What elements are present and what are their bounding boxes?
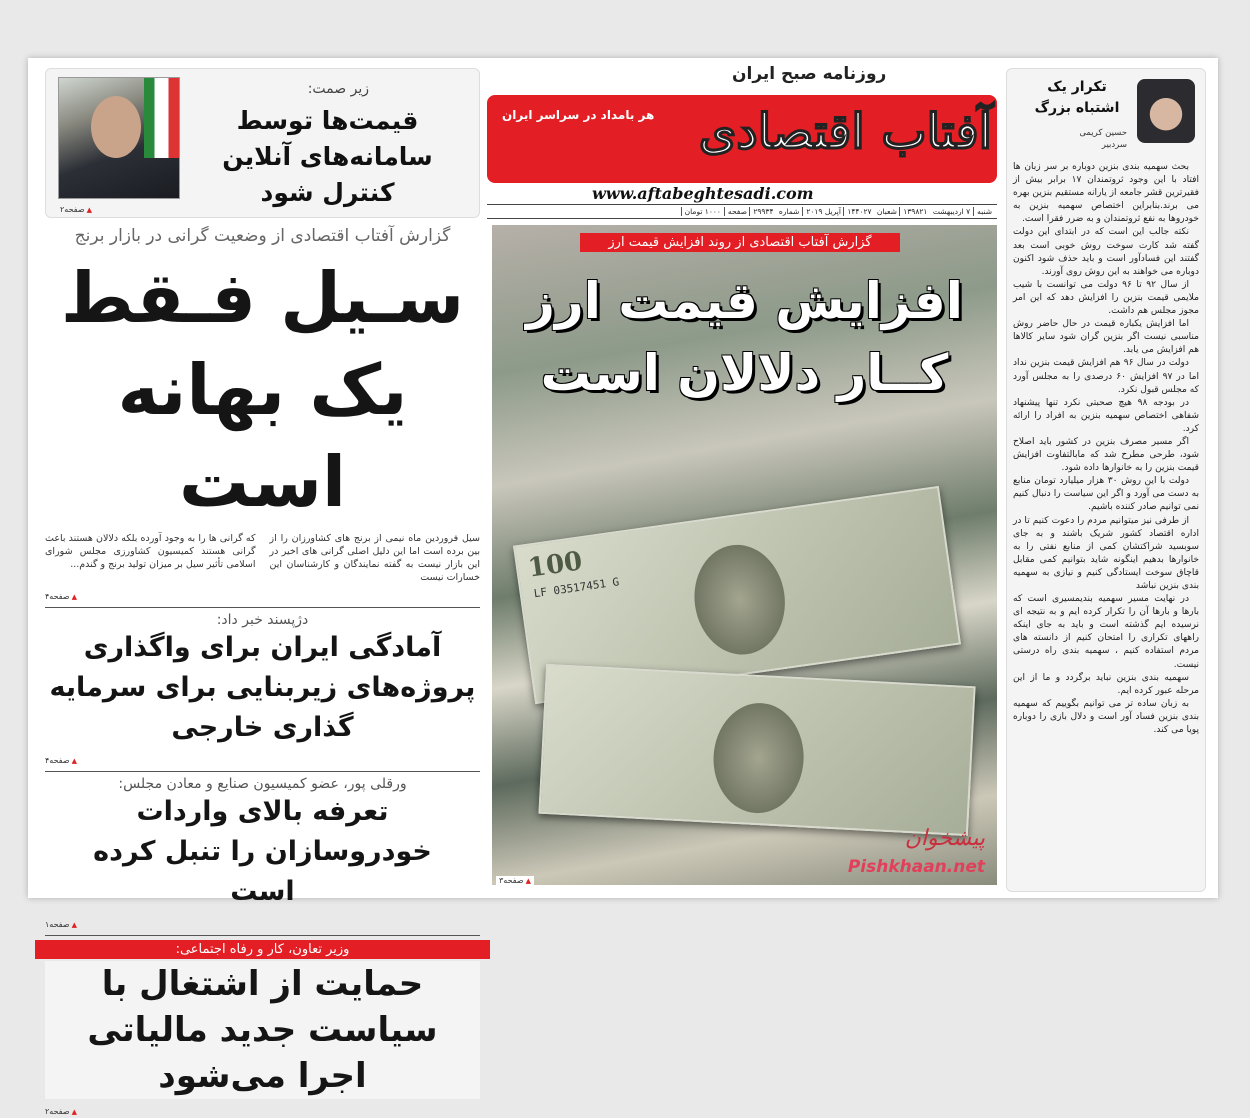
page-ref: ▲ صفحه۲: [45, 1107, 77, 1116]
dateline-pages: ۴ صفحه: [724, 207, 777, 216]
bill-denomination: 100: [526, 546, 585, 584]
author-avatar: [1137, 79, 1195, 143]
hero-headline[interactable]: [512, 265, 977, 409]
divider: [45, 607, 480, 608]
dateline-hijri-date: ۲۱ شعبان ۱۴۴۰: [843, 207, 930, 216]
dateline-day: شنبه: [973, 207, 995, 216]
paragraph: از سال ۹۲ تا ۹۶ دولت می توانست با شیب ملایمی قیمت بنزین را افزایش دهد که این امر مجوز مجلس هم داشت.: [1013, 279, 1199, 317]
hero-story-image: [492, 225, 997, 885]
paragraph: اما افزایش یکباره قیمت در حال حاضر روش مناسبی نیست اگر بنزین گران شود سایر کالاها هم افزایش می یابد.: [1013, 319, 1199, 356]
opinion-column: [1006, 68, 1206, 892]
newspaper-logo: آفتاب اقتصادی: [698, 104, 992, 160]
story4-title[interactable]: حمایت از اشتغال با سیاست جدید مالیاتی اجرا می‌شود: [45, 961, 480, 1099]
main-story-title-line1[interactable]: سـیل فـقط: [60, 257, 465, 339]
divider: [45, 771, 480, 772]
opinion-title[interactable]: تکرار یک اشتباه بزرگ: [1034, 79, 1120, 116]
paragraph: دولت در سال ۹۶ هم افزایش قیمت بنزین نداد اما در ۹۷ افزایش ۶۰ درصدی را به مجلس آورد که مجلس قبول نکرد.: [1013, 358, 1199, 395]
paragraph: از طرفی نیز میتوانیم مردم را دعوت کنیم تا در اداره اقتصاد کشور شریک باشند و به جای سوبسید شراکتشان کمی از منابع نفتی را به خانوارها بدهیم اینگونه شاید بتوانیم کمی مقابل قاچاق سوخت ایستادگی کنیم و نیازی به سهمیه بندی بنزین نباشد: [1013, 515, 1199, 591]
website-link[interactable]: www.aftabeghtesadi.com: [592, 184, 814, 203]
page-ref: ▲ صفحه۱: [45, 920, 77, 929]
main-story-col1: سیل فروردین ماه نیمی از برنج های کشاورزان را از بین برده است اما این دلیل اصلی گرانی های اخیر در این بازار نیست به گفته نمایندگان و کارشناسان این خسارات نیست: [269, 533, 480, 583]
story2-title[interactable]: آمادگی ایران برای واگذاری پروژه‌های زیربنایی برای سرمایه گذاری خارجی: [49, 632, 476, 743]
divider: [45, 935, 480, 936]
story4-kicker: وزیر تعاون، کار و رفاه اجتماعی:: [35, 940, 490, 959]
story2-kicker: دژپسند خبر داد:: [216, 612, 309, 628]
watermark-fa: پیشخوان: [904, 826, 985, 851]
page-ref: ▲ صفحه۲: [60, 205, 92, 214]
main-story-col2: که گرانی ها را به وجود آورده بلکه دلالان هستند باعث گرانی هستند کمیسیون کشاورزی مجلس شورای اسلامی تأثیر سیل بر میزان تولید برنج و گندم...: [45, 533, 256, 570]
hero-headline-line1: افزایش قیمت ارز: [526, 272, 963, 330]
author-name: حسین کریمی: [1079, 128, 1127, 138]
dateline-persian-date: ۷ اردیبهشت ۱۳۹۸: [899, 207, 973, 216]
paragraph: سهمیه بندی بنزین نباید برگردد و ما از این مرحله عبور کرده ایم.: [1013, 672, 1199, 696]
author-byline: [1079, 127, 1127, 151]
paragraph: اگر مسیر مصرف بنزین در کشور باید اصلاح شود، طرحی مطرح شد که مابالتفاوت افزایش قیمت بنزین را به خانوارها داده شود.: [1013, 436, 1199, 474]
masthead: [487, 60, 1002, 218]
top-story-kicker: زیر صمت:: [307, 81, 369, 97]
left-column: [45, 68, 480, 1118]
main-story-title-line2[interactable]: یک بهانه است: [117, 349, 408, 523]
paragraph: بحث سهمیه بندی بنزین دوباره بر سر زبان ها افتاد با این وجود ثروتمندان ۱۷ برابر بیش از فقیرترین قشر جامعه از یارانه مستقیم بنزین بهره می برند.بنابراین اختصاص سهمیه بنزین به خودروها به نفع ثروتمندان و به ضرر فقرا است.: [1013, 162, 1199, 225]
author-role: سردبیر: [1101, 140, 1127, 150]
dateline-price: ۱۰۰۰ تومان: [681, 207, 724, 216]
minister-photo: [58, 77, 180, 199]
dateline: [487, 204, 997, 219]
paragraph: نکته جالب این است که در ابتدای این دولت گفته شد کارت سوخت روش خوبی است بعد گفتند این فسادآور است و باید حذف شود اکنون دوباره می خواهند به این روش روی آورند.: [1013, 227, 1199, 277]
flag-image: [144, 78, 179, 158]
watermark: Pishkhaan.net: [847, 857, 985, 877]
masthead-slogan: هر بامداد در سراسر ایران: [502, 108, 655, 122]
story3-title[interactable]: تعرفه بالای واردات خودروسازان را تنبل کرده است: [93, 796, 432, 907]
top-story-title[interactable]: قیمت‌ها توسط سامانه‌های آنلاین کنترل شود: [222, 106, 433, 207]
dollar-bill-image: [538, 664, 975, 836]
hero-kicker: گزارش آفتاب اقتصادی از روند افزایش قیمت ارز: [580, 233, 900, 252]
masthead-tagline: روزنامه صبح ایران: [732, 64, 887, 84]
paragraph: دولت با این روش ۳۰ هزار میلیارد تومان منابع به دست می آورد و اگر این سیاست را دنبال کنیم نمی توانیم صادر کننده باشیم.: [1013, 476, 1199, 513]
opinion-body: [1013, 161, 1199, 737]
main-story-body: [45, 532, 480, 584]
page-ref: ▲ صفحه۳: [496, 876, 534, 885]
main-story-kicker: گزارش آفتاب اقتصادی از وضعیت گرانی در بازار برنج: [74, 226, 451, 246]
bill-serial: LF 03517451 G: [532, 575, 621, 601]
page-ref: ▲ صفحه۴: [45, 592, 77, 601]
paragraph: به زبان ساده تر می توانیم بگوییم که سهمیه بندی بنزین فساد آور است و دلال بازی را دوباره پویا می کند.: [1013, 698, 1199, 736]
dateline-issue: شماره ۲۹۹۳: [749, 207, 802, 216]
dateline-gregorian-date: ۲۷ آپریل ۲۰۱۹: [802, 207, 874, 216]
page-ref: ▲ صفحه۴: [45, 756, 77, 765]
top-story-box: [45, 68, 480, 218]
paragraph: در بودجه ۹۸ هیچ صحبتی نکرد تنها پیشنهاد شفاهی اختصاص سهمیه بنزین به افراد را ارائه کرد.: [1013, 397, 1199, 434]
hero-headline-line2: کــار دلالان است: [540, 344, 949, 402]
story3-kicker: ورقلی پور، عضو کمیسیون صنایع و معادن مجلس:: [118, 776, 407, 792]
paragraph: در نهایت مسیر سهمیه بندیمسیری است که بارها و بارها آن را تکرار کرده ایم و به نتیجه ای نرسیده ایم گذشته است و باید به جای اینکه راههای تکراری را امتحان کنیم از دانسته های مردم استفاده کنیم ، سهمیه بندی راه درستی نیست.: [1013, 594, 1199, 670]
face-image: [91, 96, 141, 158]
